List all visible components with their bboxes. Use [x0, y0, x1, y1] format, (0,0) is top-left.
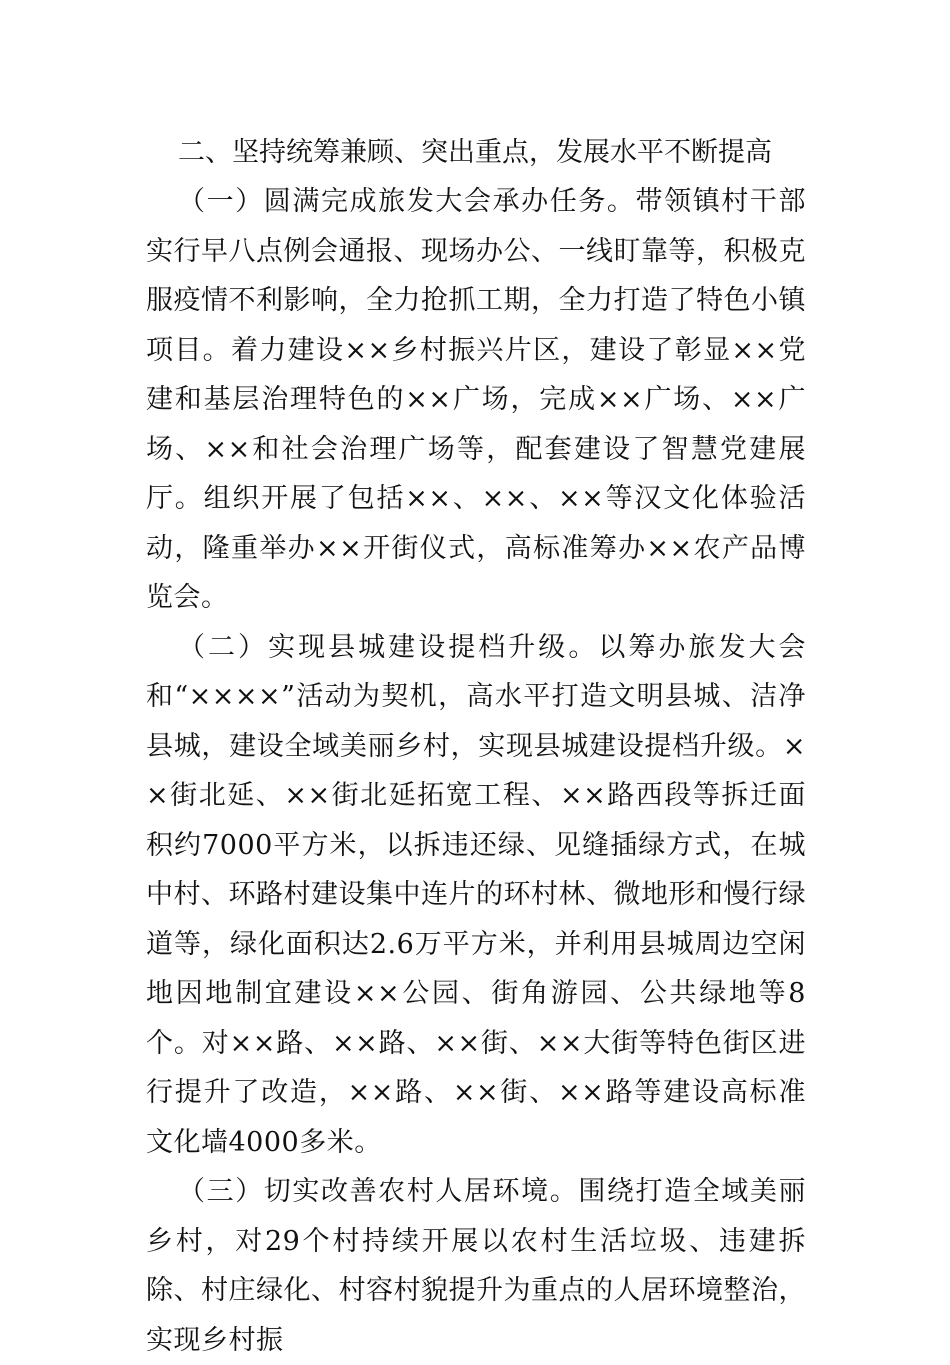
paragraph-3: （三）切实改善农村人居环境。围绕打造全域美丽乡村，对29个村持续开展以农村生活垃圾、违建拆除、村庄绿化、村容村貌提升为重点的人居环境整治，实现乡村振 — [146, 1176, 806, 1356]
paragraph-2: （二）实现县城建设提档升级。以筹办旅发大会和“××××”活动为契机，高水平打造文明县城、洁净县城，建设全域美丽乡村，实现县城建设提档升级。××街北延、××街北延拓宽工程、××路西段等拆迁面积约7000平方米，以拆违还绿、见缝插绿方式，在城中村、环路村建设集中连片的环村林、微地形和慢行绿道等，绿化面积达2.6万平方米，并利用县城周边空闲地因地制宜建设××公园、街角游园、公共绿地等8个。对××路、××路、××街、××大街等特色街区进行提升了改造，××路、××街、××路等建设高标准文化墙4000多米。 — [146, 631, 806, 1158]
paragraph-1: （一）圆满完成旅发大会承办任务。带领镇村干部实行早八点例会通报、现场办公、一线盯靠等，积极克服疫情不利影响，全力抢抓工期，全力打造了特色小镇项目。着力建设××乡村振兴片区，建设了彰显××党建和基层治理特色的××广场，完成××广场、××广场、××和社会治理广场等，配套建设了智慧党建展厅。组织开展了包括××、××、××等汉文化体验活动，隆重举办××开街仪式，高标准筹办××农产品博览会。 — [146, 186, 806, 613]
section-heading: 二、坚持统筹兼顾、突出重点，发展水平不断提高 — [178, 137, 772, 168]
document-page — [146, 128, 806, 1365]
